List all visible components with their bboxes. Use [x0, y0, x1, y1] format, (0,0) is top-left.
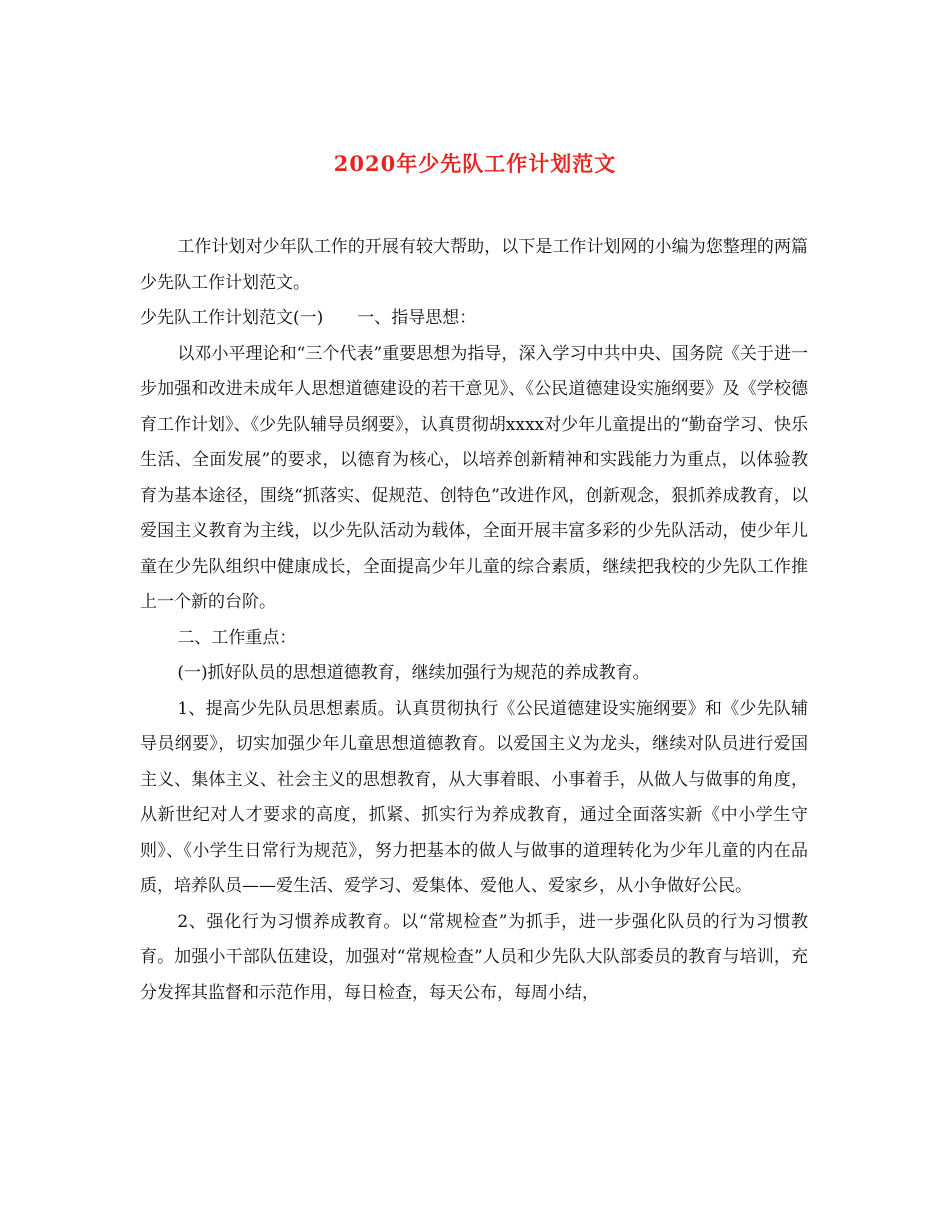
item-2-paragraph: 2、强化行为习惯养成教育。以“常规检查”为抓手，进一步强化队员的行为习惯教育。加强小干部队伍建设，加强对“常规检查”人员和少先队大队部委员的教育与培训，充分发挥其监督和示范作用，每日检查，每天公布，每周小结， [140, 911, 808, 1003]
document-body [140, 230, 808, 1011]
item-1-paragraph: 1、提高少先队员思想素质。认真贯彻执行《公民道德建设实施纲要》和《少先队辅导员纲要》，切实加强少年儿童思想道德教育。以爱国主义为龙头，继续对队员进行爱国主义、集体主义、社会主义的思想教育，从大事着眼、小事着手，从做人与做事的角度，从新世纪对人才要求的高度，抓紧、抓实行为养成教育，通过全面落实新《中小学生守则》、《小学生日常行为规范》，努力把基本的做人与做事的道理转化为少年儿童的内在品质，培养队员——爱生活、爱学习、爱集体、爱他人、爱家乡，从小争做好公民。 [140, 698, 808, 896]
work-focus-heading: 二、工作重点： [177, 627, 297, 648]
subsection-heading: (一)抓好队员的思想道德教育，继续加强行为规范的养成教育。 [177, 663, 650, 683]
section-heading-line: 少先队工作计划范文(一) 一、指导思想： [140, 308, 477, 328]
guiding-thought-paragraph: 以邓小平理论和“三个代表”重要思想为指导，深入学习中共中央、国务院《关于进一步加强和改进未成年人思想道德建设的若干意见》、《公民道德建设实施纲要》及《学校德育工作计划》、《少先队辅导员纲要》，认真贯彻胡xxxx对少年儿童提出的“勤奋学习、快乐生活、全面发展”的要求，以德育为核心，以培养创新精神和实践能力为重点，以体验教育为基本途径，围绕“抓落实、促规范、创特色”改进作风，创新观念，狠抓养成教育，以爱国主义教育为主线，以少先队活动为载体，全面开展丰富多彩的少先队活动，使少年儿童在少先队组织中健康成长，全面提高少年儿童的综合素质，继续把我校的少先队工作推上一个新的台阶。 [140, 343, 808, 612]
document-title: 2020年少先队工作计划范文 [333, 151, 617, 176]
intro-paragraph: 工作计划对少年队工作的开展有较大帮助，以下是工作计划网的小编为您整理的两篇少先队工作计划范文。 [140, 237, 808, 293]
